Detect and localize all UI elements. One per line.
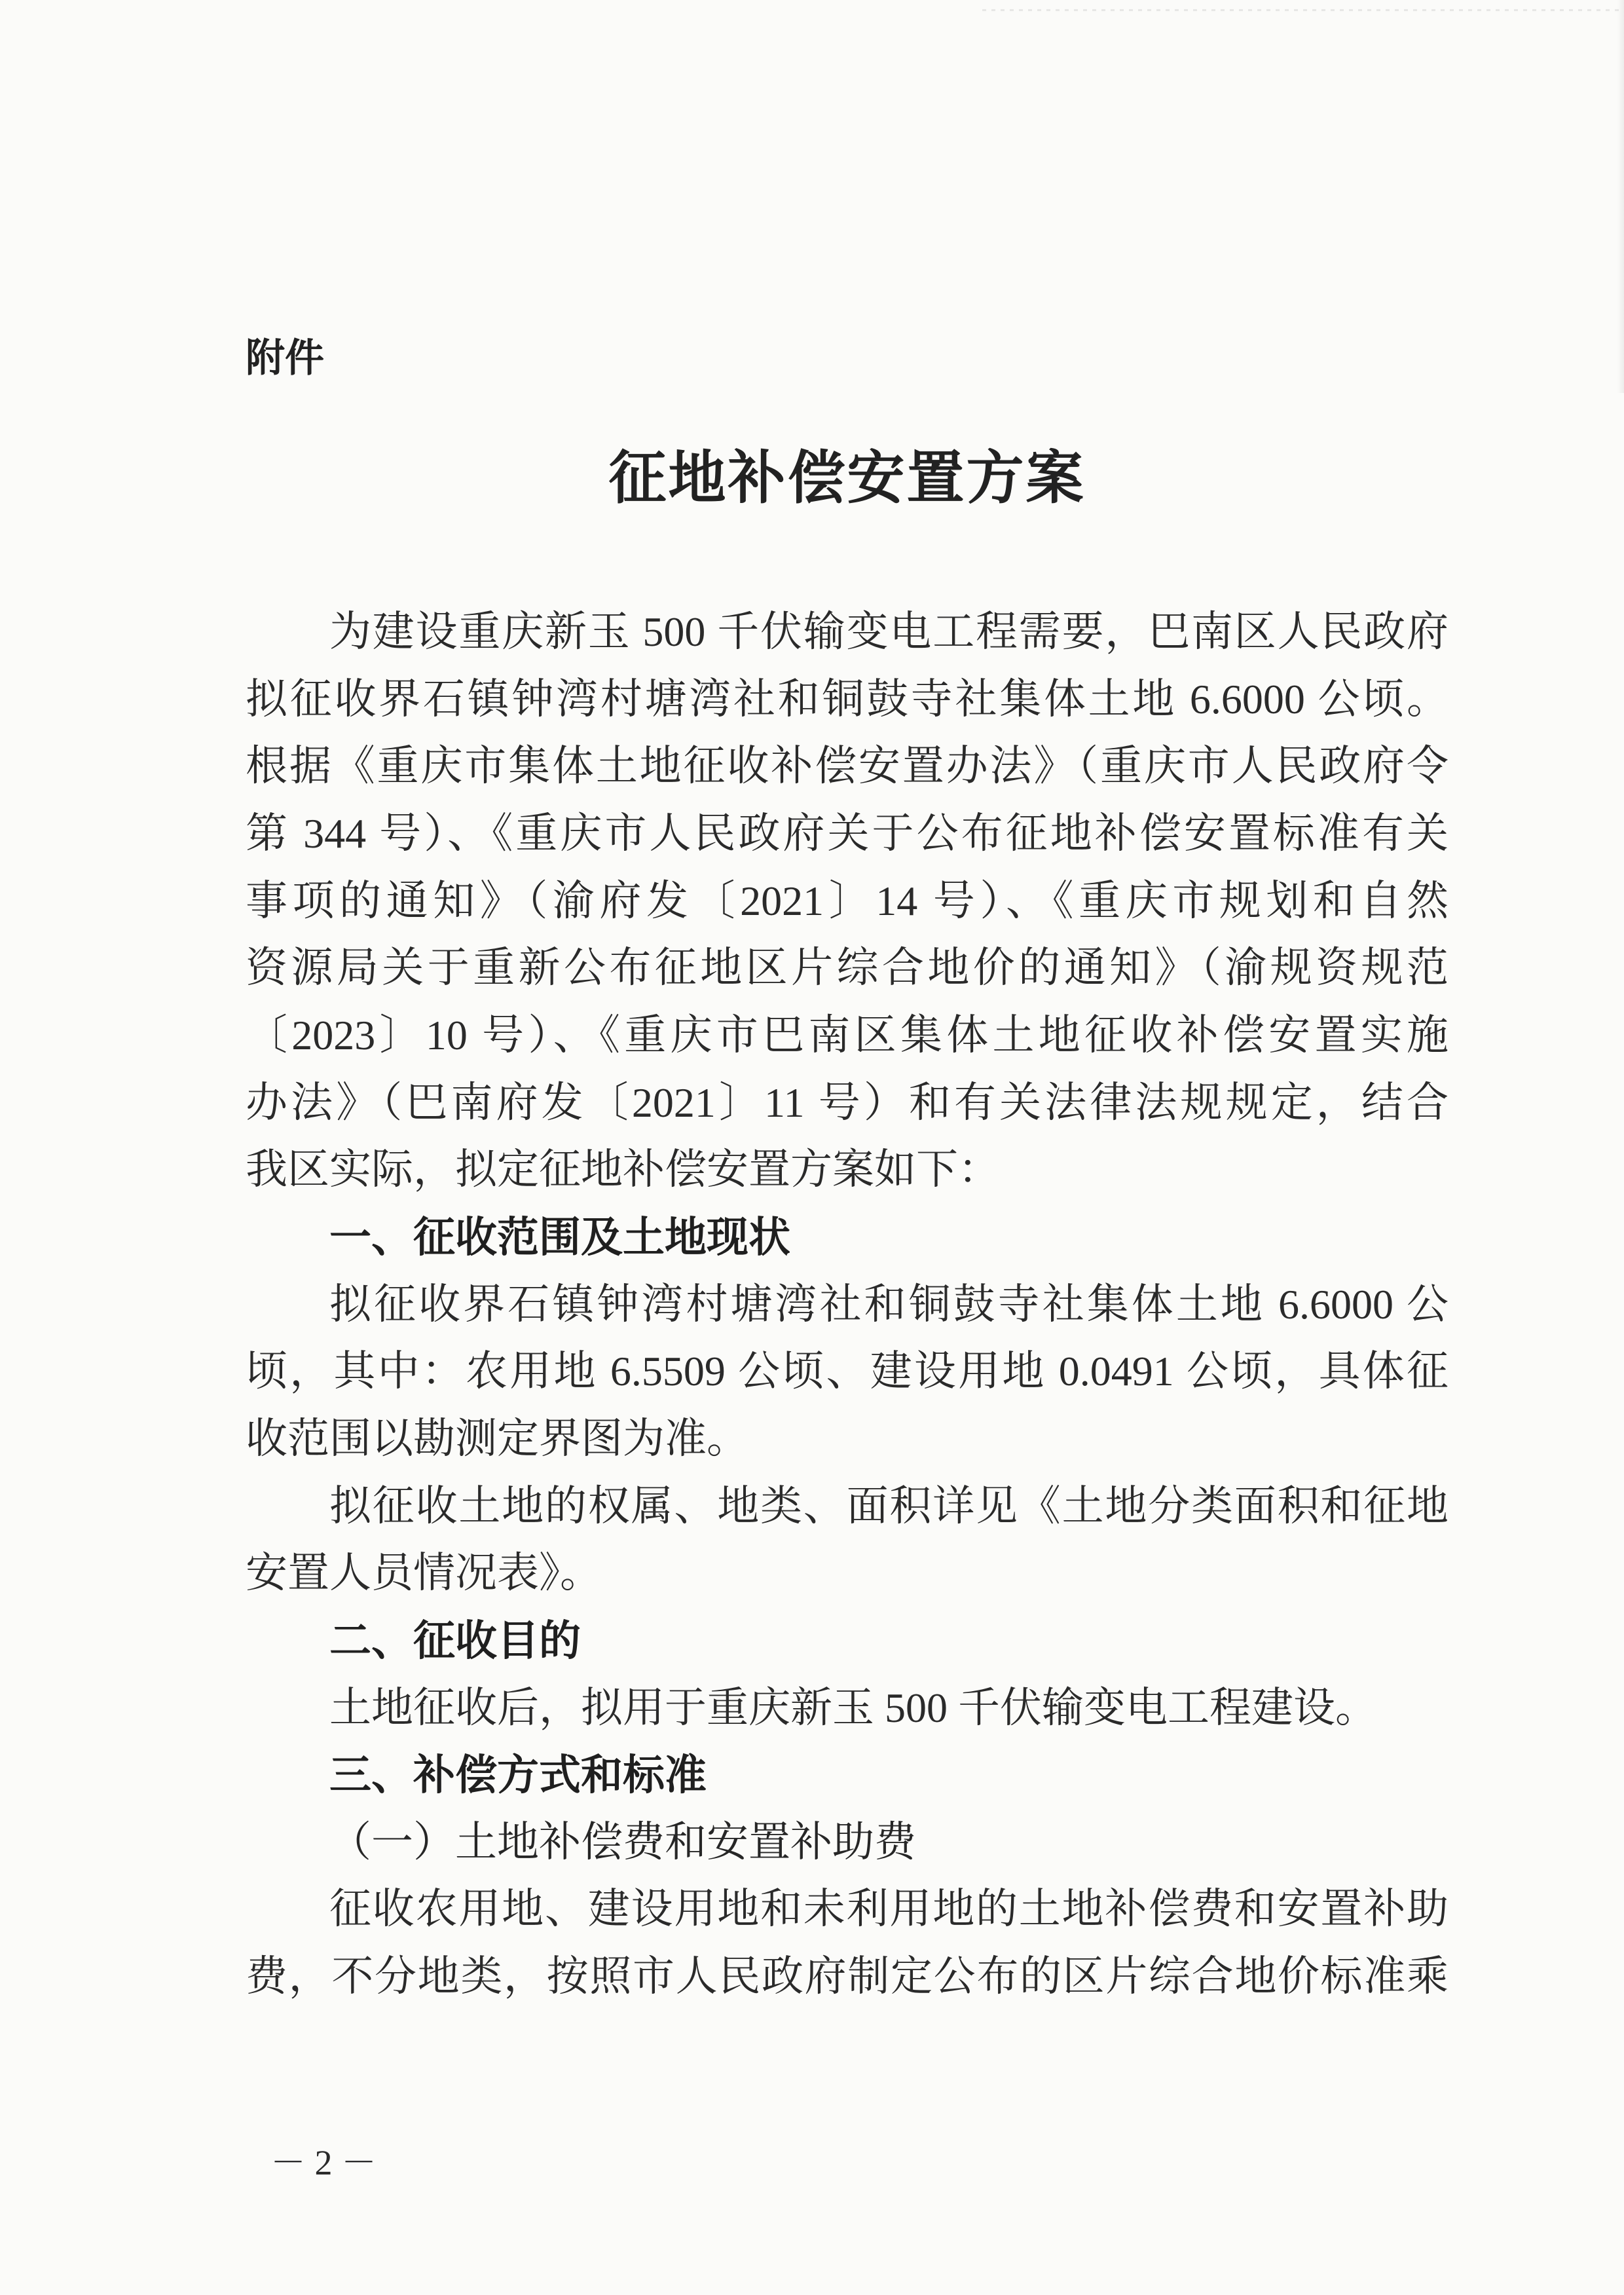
section-1-paragraph-2 (246, 1473, 1449, 1607)
text-line: 办法》（巴南府发〔2021〕11 号）和有关法律法规规定，结合 (246, 1079, 1449, 1126)
attachment-label: 附件 (246, 336, 324, 380)
intro-paragraph (246, 599, 1449, 1204)
text-line: 第 344 号）、《重庆市人民政府关于公布征地补偿安置标准有关 (246, 810, 1449, 857)
text-line: 征收农用地、建设用地和未利用地的土地补偿费和安置补助 (329, 1886, 1449, 1933)
text-line: 顷，其中：农用地 6.5509 公顷、建设用地 0.0491 公顷，具体征 (246, 1348, 1449, 1395)
text-line: 我区实际，拟定征地补偿安置方案如下： (246, 1146, 1000, 1193)
section-2-heading: 二、征收目的 (329, 1616, 581, 1664)
text-line: 拟征收界石镇钟湾村塘湾社和铜鼓寺社集体土地 6.6000 公 (329, 1280, 1449, 1328)
text-line: 为建设重庆新玉 500 千伏输变电工程需要，巴南区人民政府 (329, 608, 1449, 655)
text-line: 安置人员情况表》。 (246, 1550, 602, 1597)
section-2-paragraph-1 (246, 1675, 1449, 1742)
text-line: 拟征收界石镇钟湾村塘湾社和铜鼓寺社集体土地 6.6000 公顷。 (246, 675, 1449, 722)
text-line: 资源局关于重新公布征地区片综合地价的通知》（渝规资规范 (246, 944, 1449, 992)
subsection-3-1-heading: （一）土地补偿费和安置补助费 (329, 1818, 916, 1867)
section-1-heading: 一、征收范围及土地现状 (329, 1213, 790, 1261)
text-line: 根据《重庆市集体土地征收补偿安置办法》（重庆市人民政府令 (246, 743, 1449, 790)
document-title: 征地补偿安置方案 (608, 447, 1086, 511)
subsection-3-1-paragraph-1 (246, 1876, 1449, 2010)
scan-edge-right (1617, 0, 1624, 393)
text-line: 拟征收土地的权属、地类、面积详见《土地分类面积和征地 (329, 1482, 1449, 1529)
text-line: 土地征收后，拟用于重庆新玉 500 千伏输变电工程建设。 (329, 1684, 1377, 1731)
document-body (246, 599, 1449, 2011)
section-1-paragraph-1 (246, 1271, 1449, 1473)
text-line: 事项的通知》（渝府发〔2021〕14 号）、《重庆市规划和自然 (246, 877, 1449, 924)
page-number: － 2 － (270, 2143, 377, 2182)
text-line: 费，不分地类，按照市人民政府制定公布的区片综合地价标准乘 (246, 1953, 1449, 2000)
section-3-heading: 三、补偿方式和标准 (329, 1751, 707, 1799)
text-line: 收范围以勘测定界图为准。 (246, 1415, 748, 1462)
text-line: 〔2023〕10 号）、《重庆市巴南区集体土地征收补偿安置实施 (246, 1011, 1449, 1058)
scan-edge-top (982, 9, 1624, 11)
